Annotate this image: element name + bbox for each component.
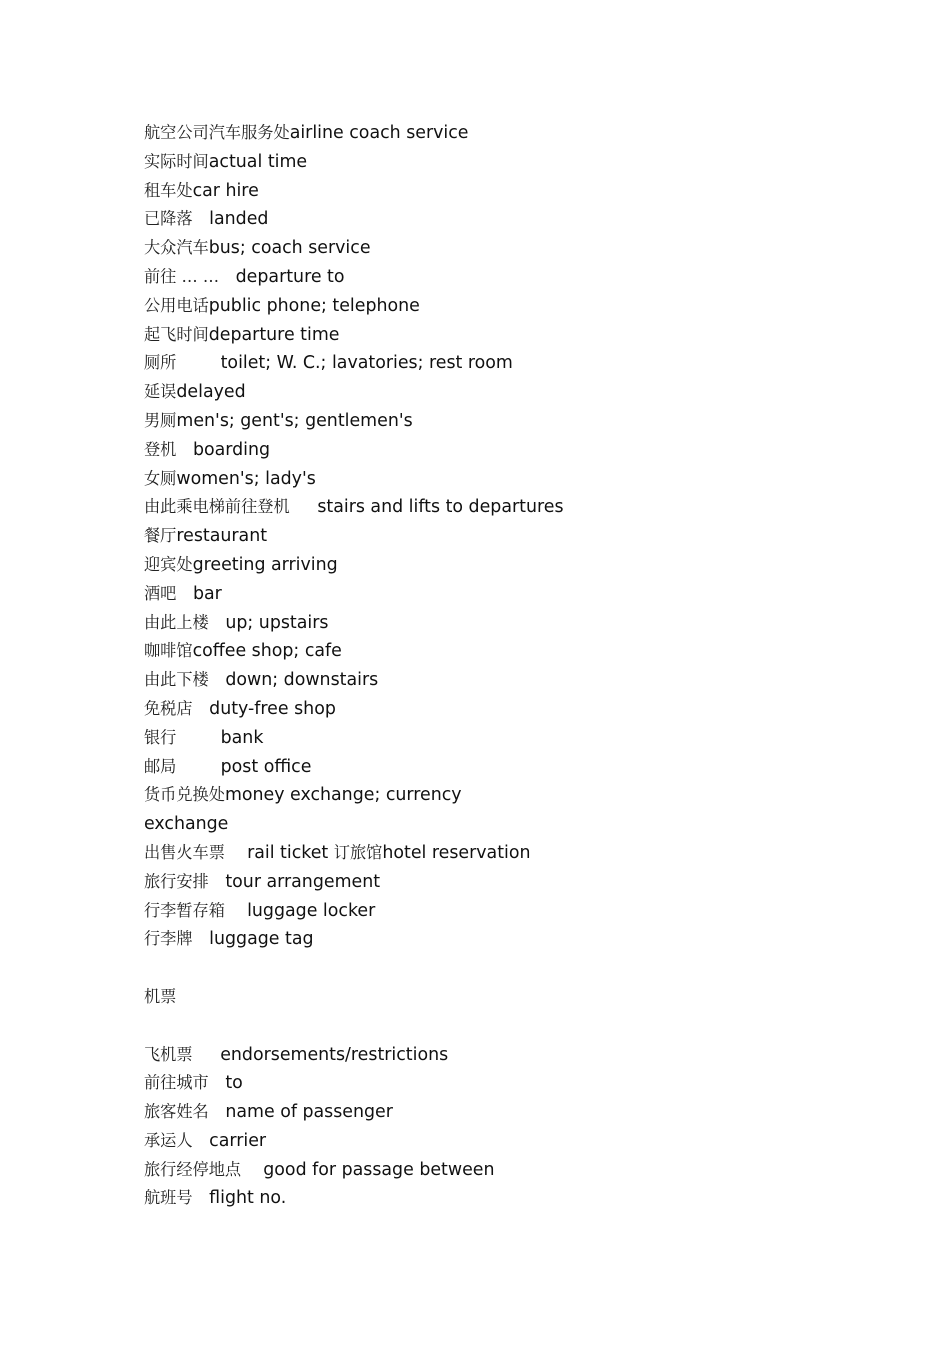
entry-zh: 航空公司汽车服务处	[144, 123, 290, 142]
entry-en: women's; lady's	[176, 468, 316, 489]
entry-sep	[209, 872, 226, 892]
entry-zh: 由此下楼	[144, 670, 209, 690]
entry-zh: 起飞时间	[144, 324, 209, 344]
entry-post-office	[144, 753, 844, 782]
entry-delayed	[144, 378, 844, 407]
ticket-entry-endorsements	[144, 1041, 844, 1070]
entry-zh: 航班号	[144, 1188, 193, 1208]
entry-sep	[176, 728, 220, 748]
entry-sep	[241, 1160, 263, 1180]
entry-en: actual time	[208, 151, 308, 172]
entry-sep	[176, 353, 220, 373]
entry-bar	[144, 580, 844, 609]
section-heading-text: 机票	[144, 986, 177, 1006]
entry-bank	[144, 724, 844, 753]
entry-rail-ticket	[144, 839, 844, 868]
entry-sep	[225, 843, 247, 863]
entry-toilet	[144, 349, 844, 378]
entry-sep	[193, 1131, 210, 1151]
entry-stairs-lifts	[144, 493, 844, 522]
entry-en: landed	[209, 209, 269, 230]
entry-zh: 由此乘电梯前往登机	[144, 497, 290, 517]
entry-sep	[209, 1102, 226, 1122]
entry-actual-time	[144, 148, 844, 177]
entry-zh: 登机	[144, 439, 177, 459]
entry-luggage-tag	[144, 925, 844, 954]
entry-money-exchange-cont	[144, 810, 844, 839]
entry-zh: 前往城市	[144, 1073, 209, 1093]
entry-sep	[193, 209, 210, 229]
entry-zh-secondary: 订旅馆	[333, 842, 383, 862]
entry-downstairs	[144, 666, 844, 695]
entry-en: tour arrangement	[225, 871, 381, 892]
entry-restaurant	[144, 522, 844, 551]
entry-zh: 银行	[144, 727, 177, 747]
entry-en: stairs and lifts to departures	[317, 497, 564, 518]
ticket-entry-carrier	[144, 1127, 844, 1156]
entry-sep	[225, 901, 247, 921]
blank-line	[144, 1012, 844, 1041]
entry-sep	[176, 757, 220, 777]
entry-womens	[144, 465, 844, 494]
ticket-entry-passage	[144, 1156, 844, 1185]
blank-line	[144, 954, 844, 983]
entry-en: carrier	[209, 1130, 267, 1151]
entry-money-exchange	[144, 781, 844, 810]
entry-en: airline coach service	[289, 123, 469, 143]
entry-en: luggage locker	[247, 900, 376, 921]
entry-sep	[193, 699, 210, 719]
entry-upstairs	[144, 609, 844, 638]
entry-en: toilet; W. C.; lavatories; rest room	[220, 353, 513, 374]
entry-zh: 飞机票	[144, 1044, 193, 1064]
entry-sep	[219, 267, 236, 287]
entry-sep	[290, 497, 318, 517]
entry-mens	[144, 407, 844, 436]
entry-sep	[193, 1188, 210, 1208]
entry-zh: 货币兑换处	[144, 785, 225, 805]
entry-en: restaurant	[176, 526, 268, 547]
entry-zh: 女厕	[144, 468, 177, 488]
entry-en: departure to	[235, 266, 345, 287]
entry-en: greeting arriving	[192, 554, 338, 575]
entry-zh: 旅行经停地点	[144, 1159, 242, 1179]
entry-departure-time	[144, 321, 844, 350]
entry-en: to	[225, 1073, 243, 1094]
entry-zh: 公用电话	[144, 295, 209, 315]
entry-en: departure time	[208, 324, 340, 345]
entry-en: bar	[192, 583, 222, 604]
entry-en: delayed	[176, 382, 246, 403]
entry-sep	[176, 440, 193, 460]
entry-landed	[144, 205, 844, 234]
entry-sep	[209, 670, 226, 690]
entry-en: name of passenger	[225, 1102, 393, 1123]
entry-zh: 餐厅	[144, 526, 177, 546]
entry-sep	[176, 584, 193, 604]
entry-zh: 行李牌	[144, 929, 193, 949]
entry-airline-coach	[144, 119, 844, 148]
entry-sep	[193, 1045, 221, 1065]
entry-zh: 咖啡馆	[144, 641, 193, 661]
entry-sep	[193, 929, 210, 949]
entry-en: rail ticket	[247, 842, 334, 863]
entry-en: bus; coach service	[208, 238, 371, 259]
entry-luggage-locker	[144, 897, 844, 926]
entry-zh: 厕所	[144, 353, 177, 373]
entry-zh: 行李暂存箱	[144, 900, 225, 920]
ticket-entry-flight-no	[144, 1184, 844, 1213]
entry-zh: 已降落	[144, 209, 193, 229]
entry-zh: 免税店	[144, 698, 193, 718]
entry-sep	[209, 1073, 226, 1093]
entry-en: duty-free shop	[209, 698, 336, 719]
entry-zh: 旅行安排	[144, 871, 209, 891]
entry-greeting	[144, 551, 844, 580]
entry-zh: 由此上楼	[144, 612, 209, 632]
entry-en: money exchange; currency	[224, 785, 462, 806]
entry-en: car hire	[192, 180, 259, 201]
entry-zh: 实际时间	[144, 151, 209, 171]
entry-public-phone	[144, 292, 844, 321]
entry-departure-to	[144, 263, 844, 292]
entry-zh: 大众汽车	[144, 238, 209, 258]
entry-bus	[144, 234, 844, 263]
entry-en-secondary: hotel reservation	[382, 842, 531, 863]
entry-coffee-shop	[144, 637, 844, 666]
section-heading	[144, 983, 844, 1012]
entry-zh: 承运人	[144, 1130, 193, 1150]
entry-zh: 旅客姓名	[144, 1102, 209, 1122]
entry-zh: 延误	[144, 382, 177, 402]
entry-zh: 租车处	[144, 180, 193, 200]
ticket-entry-to	[144, 1069, 844, 1098]
entry-zh: 出售火车票	[144, 842, 225, 862]
ticket-entry-passenger	[144, 1098, 844, 1127]
entry-en: coffee shop; cafe	[192, 641, 342, 662]
document-page	[144, 119, 844, 1213]
entry-car-hire	[144, 177, 844, 206]
entry-zh: 邮局	[144, 756, 177, 776]
entry-en: exchange	[144, 814, 229, 835]
entry-en: down; downstairs	[225, 670, 379, 691]
entry-en: flight no.	[209, 1188, 287, 1209]
entry-en: up; upstairs	[225, 612, 329, 633]
entry-duty-free	[144, 695, 844, 724]
entry-en: good for passage between	[263, 1159, 495, 1180]
entry-tour-arrangement	[144, 868, 844, 897]
entry-zh: 男厕	[144, 410, 177, 430]
entry-en: endorsements/restrictions	[220, 1044, 449, 1065]
entry-zh: 迎宾处	[144, 554, 193, 574]
entry-boarding	[144, 436, 844, 465]
entry-zh: 酒吧	[144, 583, 177, 603]
entry-en: public phone; telephone	[208, 295, 420, 316]
entry-en: post office	[220, 756, 312, 777]
entry-sep	[209, 613, 226, 633]
entry-en: men's; gent's; gentlemen's	[176, 410, 413, 431]
entry-en: boarding	[192, 439, 271, 460]
entry-en: luggage tag	[209, 929, 314, 950]
entry-en: bank	[220, 727, 264, 748]
entry-zh: 前往 … …	[144, 266, 220, 286]
